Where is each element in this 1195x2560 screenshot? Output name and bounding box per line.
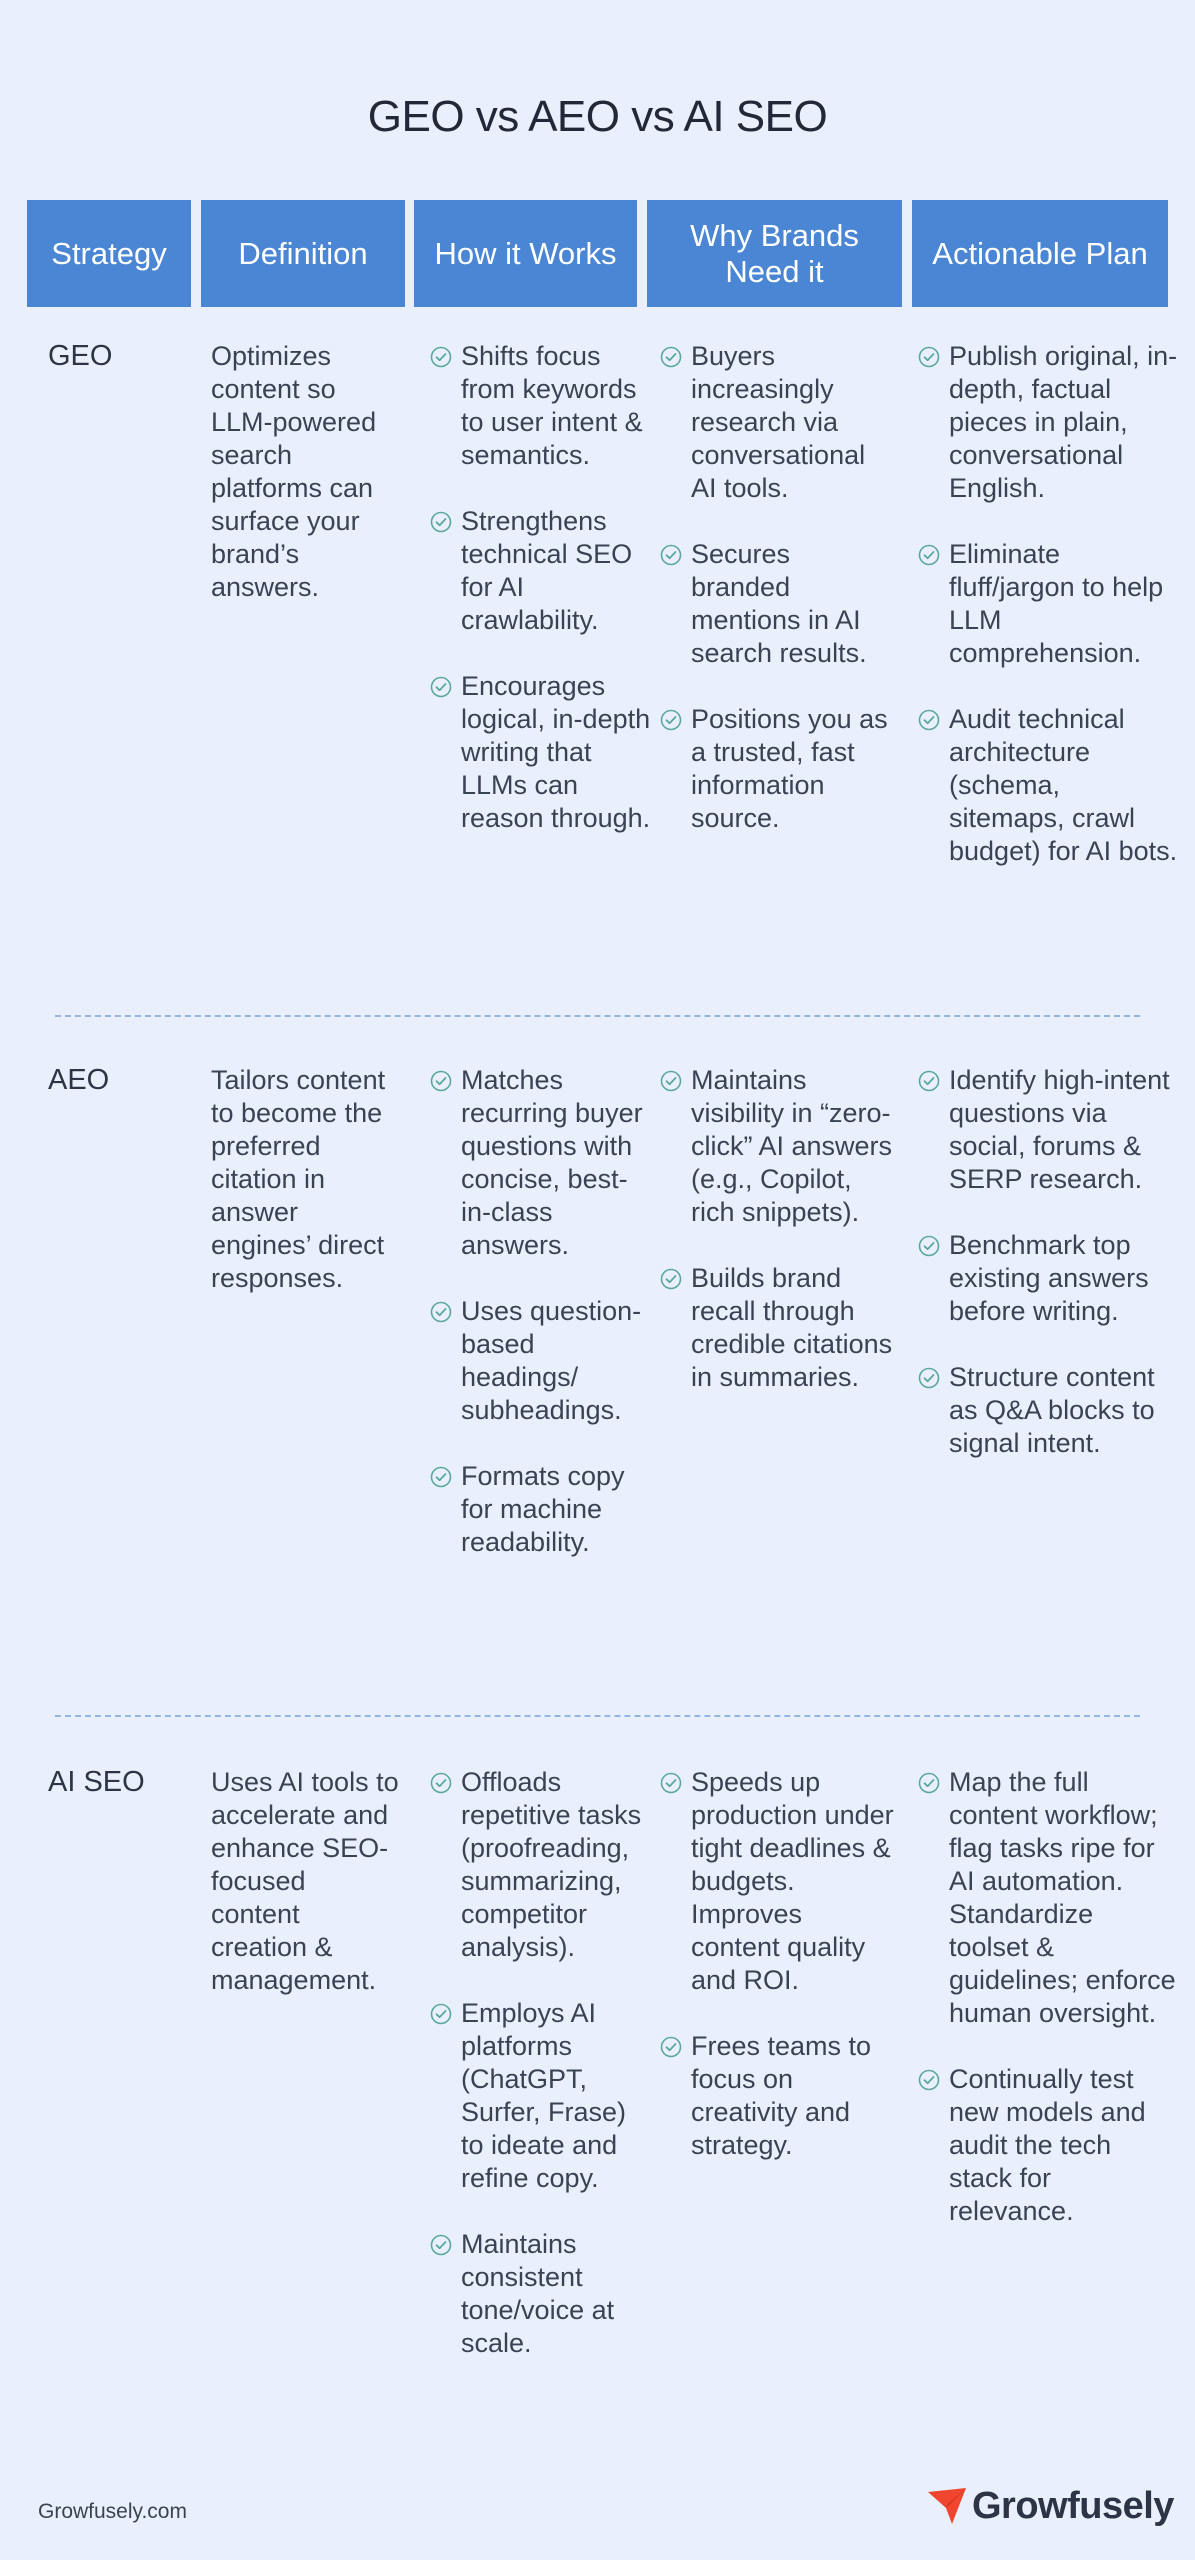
check-circle-icon [660, 2030, 691, 2063]
header-actionable-plan: Actionable Plan [912, 200, 1168, 307]
check-circle-icon [660, 538, 691, 571]
list-item: Matches recurring buyer questions with concise, best-in-class answers. [430, 1064, 655, 1262]
list-item: Speeds up production under tight deadlines & budgets. Improves content quality and ROI. [660, 1766, 895, 1997]
check-circle-icon [918, 1361, 949, 1394]
actionable-plan-list [918, 340, 1180, 901]
header-how-it-works: How it Works [414, 200, 637, 307]
page-title: GEO vs AEO vs AI SEO [367, 92, 828, 141]
list-item: Identify high-intent questions via social, forums & SERP research. [918, 1064, 1180, 1196]
growfusely-logo-icon [926, 2486, 970, 2526]
how-it-works-list [430, 1766, 655, 2393]
check-circle-icon [660, 1262, 691, 1295]
brand-name: Growfusely [972, 2484, 1174, 2527]
definition-text: Uses AI tools to accelerate and enhance SEO-focused content creation & management. [211, 1767, 399, 1995]
list-item: Audit technical architecture (schema, sitemaps, crawl budget) for AI bots. [918, 703, 1180, 868]
list-item: Continually test new models and audit the tech stack for relevance. [918, 2063, 1180, 2228]
list-item: Formats copy for machine readability. [430, 1460, 655, 1559]
check-circle-icon [660, 1064, 691, 1097]
strategy-name: GEO [48, 340, 113, 372]
row-divider [55, 1015, 1140, 1017]
list-item: Frees teams to focus on creativity and strategy. [660, 2030, 895, 2162]
actionable-plan-list [918, 1064, 1180, 1493]
check-circle-icon [918, 1766, 949, 1799]
list-item: Builds brand recall through credible citations in summaries. [660, 1262, 895, 1394]
check-circle-icon [430, 1997, 461, 2030]
check-circle-icon [430, 505, 461, 538]
header-definition: Definition [201, 200, 405, 307]
check-circle-icon [918, 1064, 949, 1097]
check-circle-icon [430, 670, 461, 703]
why-brands-list [660, 1064, 895, 1427]
footer-website: Growfusely.com [38, 2500, 187, 2523]
list-item: Maintains consistent tone/voice at scale. [430, 2228, 655, 2360]
how-it-works-list [430, 1064, 655, 1592]
check-circle-icon [918, 340, 949, 373]
list-item: Uses question-based headings/ subheadings. [430, 1295, 655, 1427]
list-item: Benchmark top existing answers before writing. [918, 1229, 1180, 1328]
row-divider [55, 1715, 1140, 1717]
strategy-name: AI SEO [48, 1766, 145, 1798]
check-circle-icon [430, 340, 461, 373]
check-circle-icon [660, 703, 691, 736]
check-circle-icon [660, 340, 691, 373]
why-brands-list [660, 340, 895, 868]
list-item: Map the full content workflow; flag tasks ripe for AI automation. Standardize toolset & guidelines; enforce human oversight. [918, 1766, 1180, 2030]
list-item: Employs AI platforms (ChatGPT, Surfer, Frase) to ideate and refine copy. [430, 1997, 655, 2195]
header-strategy: Strategy [27, 200, 191, 307]
list-item: Structure content as Q&A blocks to signal intent. [918, 1361, 1180, 1460]
check-circle-icon [430, 1460, 461, 1493]
list-item: Encourages logical, in-depth writing that LLMs can reason through. [430, 670, 655, 835]
why-brands-list [660, 1766, 895, 2195]
list-item: Eliminate fluff/jargon to help LLM comprehension. [918, 538, 1180, 670]
check-circle-icon [918, 1229, 949, 1262]
list-item: Publish original, in-depth, factual pieces in plain, conversational English. [918, 340, 1180, 505]
list-item: Positions you as a trusted, fast information source. [660, 703, 895, 835]
strategy-name: AEO [48, 1064, 110, 1096]
definition-text: Tailors content to become the preferred citation in answer engines’ direct responses. [211, 1065, 386, 1293]
actionable-plan-list [918, 1766, 1180, 2261]
check-circle-icon [430, 1064, 461, 1097]
check-circle-icon [430, 2228, 461, 2261]
how-it-works-list [430, 340, 655, 868]
list-item: Strengthens technical SEO for AI crawlability. [430, 505, 655, 637]
header-why-brands: Why Brands Need it [647, 200, 902, 307]
check-circle-icon [430, 1295, 461, 1328]
check-circle-icon [918, 538, 949, 571]
list-item: Maintains visibility in “zero-click” AI answers (e.g., Copilot, rich snippets). [660, 1064, 895, 1229]
check-circle-icon [918, 703, 949, 736]
list-item: Secures branded mentions in AI search results. [660, 538, 895, 670]
check-circle-icon [918, 2063, 949, 2096]
list-item: Offloads repetitive tasks (proofreading, summarizing, competitor analysis). [430, 1766, 655, 1964]
check-circle-icon [660, 1766, 691, 1799]
definition-text: Optimizes content so LLM-powered search platforms can surface your brand’s answers. [211, 341, 377, 602]
list-item: Buyers increasingly research via conversational AI tools. [660, 340, 895, 505]
list-item: Shifts focus from keywords to user intent & semantics. [430, 340, 655, 472]
check-circle-icon [430, 1766, 461, 1799]
brand-logo [926, 2476, 1174, 2536]
